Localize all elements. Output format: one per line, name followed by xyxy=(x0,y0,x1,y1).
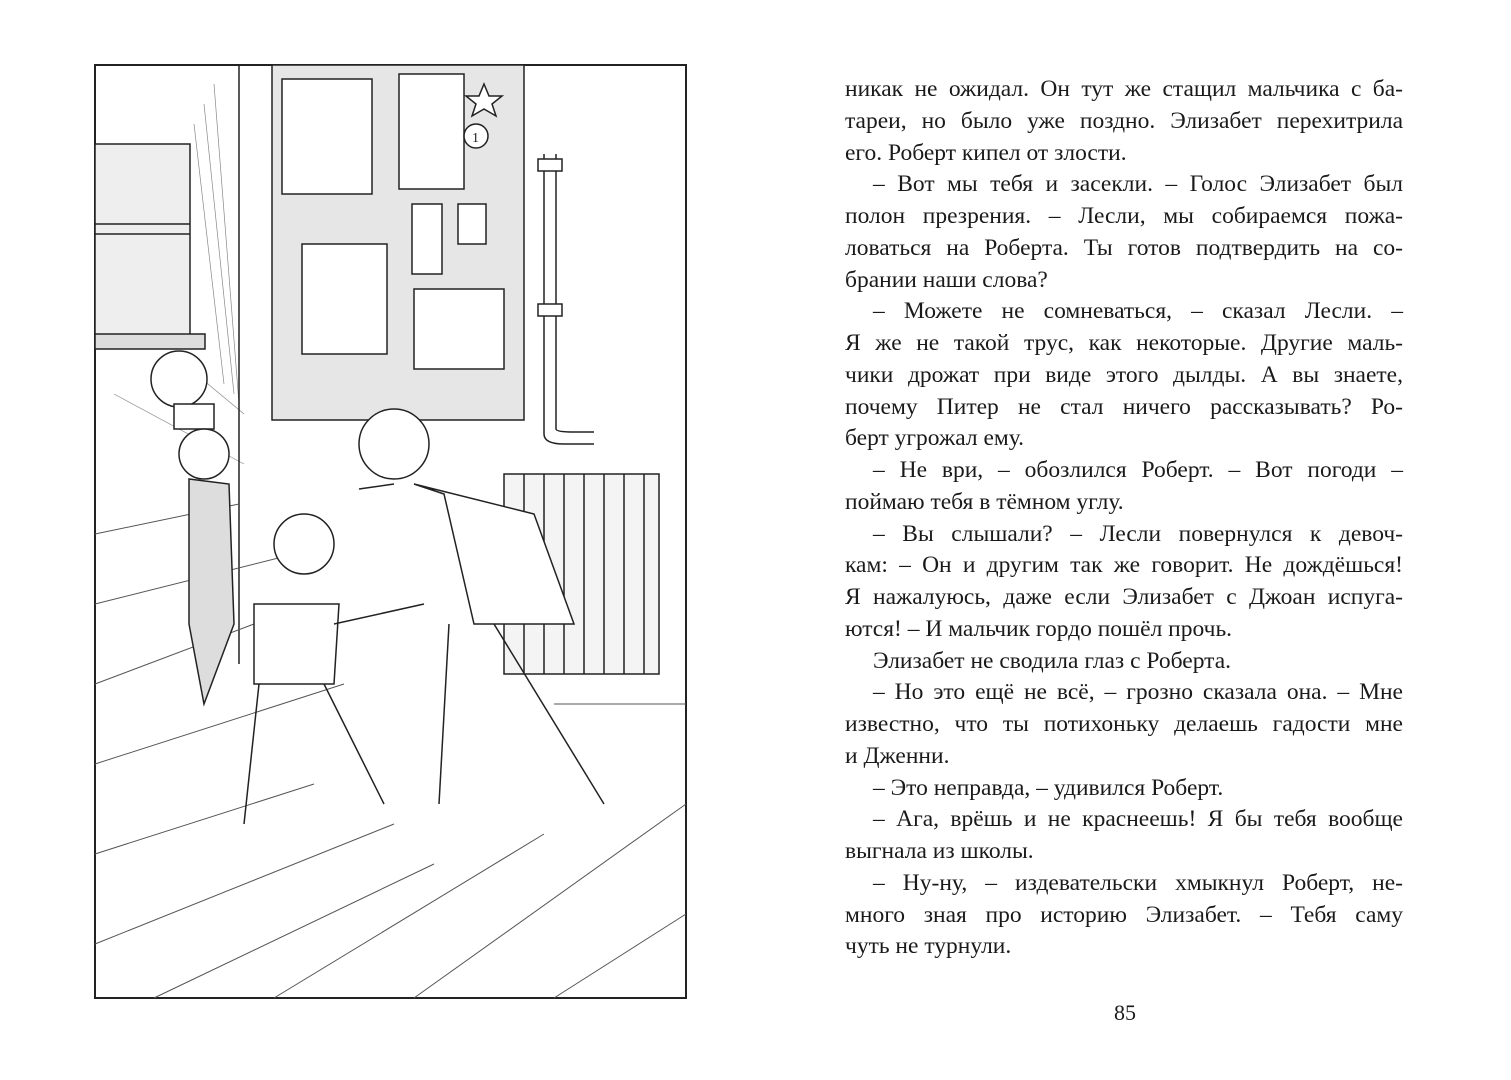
text-line: чуть не турнули. xyxy=(845,933,1012,960)
text-line: – Ага, врёшь и не краснеешь! Я бы тебя вообще xyxy=(873,806,1403,833)
text-line: ются! – И мальчик гордо пошёл прочь. xyxy=(845,615,1233,642)
text-line: брании наши слова? xyxy=(845,266,1048,293)
text-line: Я нажалуюсь, даже если Элизабет с Джоан испуга- xyxy=(845,584,1403,610)
notice-board xyxy=(272,65,524,420)
text-line: тареи, но было уже поздно. Элизабет перехитрила xyxy=(845,107,1403,134)
window xyxy=(95,144,205,349)
text-line: – Это неправда, – удивился Роберт. xyxy=(873,774,1224,801)
text-line: кам: – Он и другим так же говорит. Не дождёшься! xyxy=(845,552,1403,579)
text-line: Я же не такой трус, как некоторые. Другие маль- xyxy=(845,330,1403,356)
girls-figures xyxy=(151,351,234,704)
text-line: – Ну-ну, – издевательски хмыкнул Роберт, не- xyxy=(873,869,1403,896)
pipe xyxy=(538,154,594,444)
text-line: – Вы слышали? – Лесли повернулся к девоч- xyxy=(873,520,1403,547)
text-line: почему Питер не стал ничего рассказывать? Ро- xyxy=(845,393,1403,420)
text-line: известно, что ты потихоньку делаешь гадости мне xyxy=(845,711,1403,737)
text-line: никак не ожидал. Он тут же стащил мальчика с ба- xyxy=(845,76,1403,102)
text-line: поймаю тебя в тёмном углу. xyxy=(845,488,1124,515)
text-line: – Можете не сомневаться, – сказал Лесли. – xyxy=(873,298,1403,325)
text-line: Элизабет не сводила глаз с Роберта. xyxy=(873,647,1232,674)
text-line: его. Роберт кипел от злости. xyxy=(845,139,1127,166)
badge-number: 1 xyxy=(472,131,479,146)
text-line: – Но это ещё не всё, – грозно сказала она. – Мне xyxy=(873,679,1403,706)
text-line: ловаться на Роберта. Ты готов подтвердить на со- xyxy=(845,234,1403,261)
body-text xyxy=(845,74,1403,963)
text-line: – Не ври, – обозлился Роберт. – Вот погоди – xyxy=(873,457,1403,483)
illustration xyxy=(94,64,687,999)
text-line: полон презрения. – Лесли, мы собираемся пожа- xyxy=(845,203,1403,229)
text-line: – Вот мы тебя и засекли. – Голос Элизабет был xyxy=(873,171,1403,198)
text-line: и Дженни. xyxy=(845,742,950,769)
text-line: выгнала из школы. xyxy=(845,838,1034,864)
page-number: 85 xyxy=(1114,1000,1136,1025)
text-line: чики дрожат при виде этого дылды. А вы знаете, xyxy=(845,361,1403,388)
text-line: много зная про историю Элизабет. – Тебя саму xyxy=(845,901,1403,928)
text-line: берт угрожал ему. xyxy=(845,425,1025,452)
boys-figures xyxy=(244,409,604,824)
